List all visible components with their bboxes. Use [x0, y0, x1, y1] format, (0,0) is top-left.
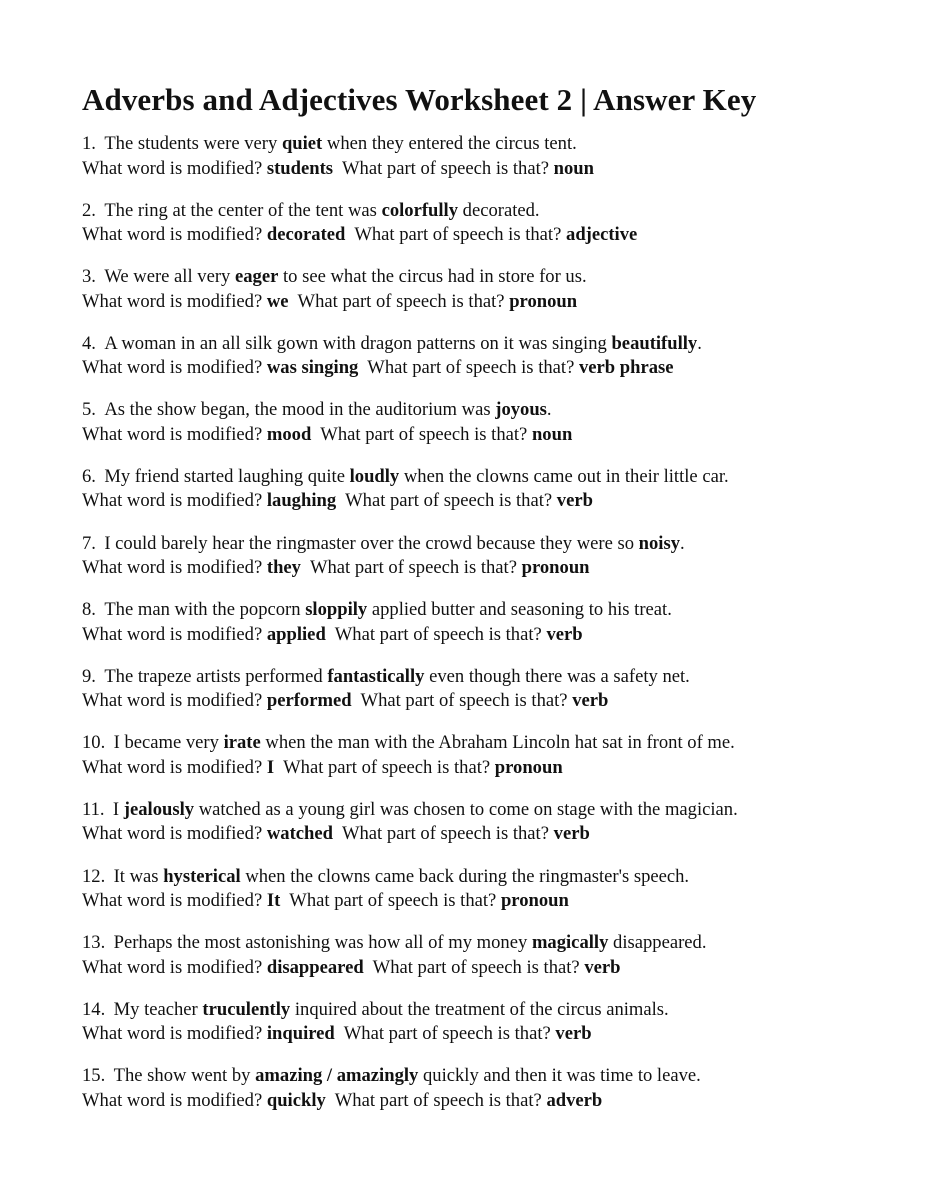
sentence-line [82, 265, 912, 290]
sentence-after: watched as a young girl was chosen to come on stage with the magician. [198, 798, 738, 820]
answer-item [82, 665, 912, 714]
sentence-after: when the man with the Abraham Lincoln hat sat in front of me. [265, 732, 735, 754]
item-number: 8. [82, 599, 96, 621]
modified-answer: inquired [266, 1023, 335, 1045]
answer-item [82, 731, 912, 780]
sentence-after: . [546, 399, 552, 421]
sentence-before: A woman in an all silk gown with dragon patterns on it was singing [104, 332, 607, 354]
sentence-line [82, 199, 912, 224]
sentence-after: to see what the circus had in store for us. [283, 266, 587, 288]
question-line [82, 157, 912, 182]
sentence-before: We were all very [104, 266, 231, 288]
sentence-before: My friend started laughing quite [104, 465, 345, 487]
sentence-before: The show went by [113, 1065, 251, 1087]
question-line [82, 489, 912, 514]
item-number: 6. [82, 465, 96, 487]
answer-item [82, 865, 912, 914]
modified-question: What word is modified? [82, 224, 263, 246]
target-word: noisy [638, 532, 681, 554]
answer-item [82, 332, 912, 381]
item-number: 12. [82, 865, 106, 887]
modified-answer: students [266, 157, 334, 179]
modified-question: What word is modified? [82, 557, 263, 579]
question-line [82, 689, 912, 714]
sentence-before: The trapeze artists performed [104, 665, 323, 687]
pos-answer: noun [531, 423, 573, 445]
question-line [82, 556, 912, 581]
modified-answer: quickly [266, 1089, 326, 1111]
item-number: 11. [82, 798, 105, 820]
pos-question: What part of speech is that? [345, 490, 553, 512]
modified-question: What word is modified? [82, 490, 263, 512]
sentence-after: applied butter and seasoning to his treat. [371, 599, 672, 621]
answer-list [82, 132, 912, 1113]
pos-answer: verb [556, 490, 593, 512]
pos-answer: verb phrase [578, 357, 674, 379]
question-line [82, 1022, 912, 1047]
modified-answer: mood [266, 423, 312, 445]
sentence-after: when the clowns came back during the ringmaster's speech. [245, 865, 690, 887]
sentence-line [82, 332, 912, 357]
question-line [82, 756, 912, 781]
item-number: 15. [82, 1065, 106, 1087]
modified-answer: applied [266, 623, 326, 645]
pos-question: What part of speech is that? [283, 756, 491, 778]
sentence-line [82, 731, 912, 756]
modified-question: What word is modified? [82, 890, 263, 912]
pos-answer: verb [555, 1023, 592, 1045]
sentence-after: inquired about the treatment of the circus animals. [294, 998, 669, 1020]
modified-answer: laughing [266, 490, 337, 512]
sentence-line [82, 998, 912, 1023]
target-word: fantastically [327, 665, 425, 687]
pos-question: What part of speech is that? [289, 890, 497, 912]
modified-answer: performed [266, 690, 352, 712]
pos-question: What part of speech is that? [367, 357, 575, 379]
target-word: loudly [349, 465, 400, 487]
pos-answer: verb [553, 823, 590, 845]
target-word: quiet [281, 133, 323, 154]
question-line [82, 889, 912, 914]
item-number: 1. [82, 133, 96, 154]
pos-answer: verb [546, 623, 583, 645]
question-line [82, 223, 912, 248]
sentence-after: quickly and then it was time to leave. [423, 1065, 701, 1087]
target-word: irate [223, 732, 261, 754]
sentence-after: when the clowns came out in their little car. [403, 465, 729, 487]
pos-answer: adjective [566, 224, 638, 246]
modified-answer: watched [266, 823, 333, 845]
modified-question: What word is modified? [82, 423, 263, 445]
target-word: amazing / amazingly [255, 1065, 419, 1087]
answer-item [82, 598, 912, 647]
question-line [82, 356, 912, 381]
sentence-after: disappeared. [613, 932, 707, 954]
pos-answer: pronoun [494, 756, 563, 778]
item-number: 3. [82, 266, 96, 288]
question-line [82, 956, 912, 981]
answer-item [82, 1064, 912, 1113]
pos-question: What part of speech is that? [341, 823, 549, 845]
modified-answer: I [266, 756, 275, 778]
sentence-line [82, 132, 912, 157]
modified-answer: decorated [266, 224, 346, 246]
target-word: beautifully [611, 332, 698, 354]
sentence-after: even though there was a safety net. [429, 665, 690, 687]
answer-item [82, 931, 912, 980]
sentence-before: It was [113, 865, 159, 887]
target-word: sloppily [305, 599, 368, 621]
sentence-before: As the show began, the mood in the auditorium was [104, 399, 491, 421]
question-line [82, 1089, 912, 1114]
pos-question: What part of speech is that? [341, 157, 550, 179]
sentence-before: The ring at the center of the tent was [104, 199, 377, 221]
modified-answer: It [266, 890, 281, 912]
answer-item [82, 398, 912, 447]
modified-question: What word is modified? [82, 756, 263, 778]
answer-item [82, 265, 912, 314]
pos-answer: verb [584, 956, 621, 978]
item-number: 5. [82, 399, 96, 421]
answer-item [82, 532, 912, 581]
sentence-before: My teacher [113, 998, 198, 1020]
target-word: hysterical [163, 865, 241, 887]
sentence-after: decorated. [462, 199, 540, 221]
target-word: eager [234, 266, 279, 288]
pos-answer: pronoun [509, 290, 578, 312]
target-word: jealously [123, 798, 195, 820]
pos-question: What part of speech is that? [354, 224, 562, 246]
sentence-line [82, 598, 912, 623]
worksheet-page [82, 80, 912, 1131]
target-word: truculently [202, 998, 291, 1020]
pos-question: What part of speech is that? [309, 557, 517, 579]
modified-question: What word is modified? [82, 290, 263, 312]
sentence-line [82, 931, 912, 956]
modified-answer: they [266, 557, 301, 579]
answer-item [82, 465, 912, 514]
pos-question: What part of speech is that? [320, 423, 528, 445]
question-line [82, 290, 912, 315]
target-word: colorfully [381, 199, 459, 221]
answer-item [82, 199, 912, 248]
pos-answer: noun [553, 157, 594, 179]
sentence-before: I became very [113, 732, 219, 754]
sentence-before: The students were very [104, 133, 278, 154]
sentence-line [82, 665, 912, 690]
sentence-before: Perhaps the most astonishing was how all of my money [113, 932, 528, 954]
modified-question: What word is modified? [82, 690, 263, 712]
modified-question: What word is modified? [82, 956, 263, 978]
item-number: 4. [82, 332, 96, 354]
answer-item [82, 998, 912, 1047]
sentence-line [82, 532, 912, 557]
sentence-line [82, 798, 912, 823]
modified-question: What word is modified? [82, 1023, 263, 1045]
pos-question: What part of speech is that? [334, 623, 542, 645]
item-number: 9. [82, 665, 96, 687]
sentence-line [82, 465, 912, 490]
answer-item [82, 132, 912, 181]
sentence-after: . [680, 532, 685, 554]
modified-question: What word is modified? [82, 823, 263, 845]
sentence-after: when they entered the circus tent. [326, 133, 577, 154]
pos-question: What part of speech is that? [360, 690, 568, 712]
pos-question: What part of speech is that? [372, 956, 580, 978]
item-number: 7. [82, 532, 96, 554]
pos-answer: pronoun [521, 557, 590, 579]
modified-answer: disappeared [266, 956, 364, 978]
sentence-before: The man with the popcorn [104, 599, 301, 621]
target-word: magically [531, 932, 609, 954]
sentence-line [82, 398, 912, 423]
item-number: 13. [82, 932, 106, 954]
pos-question: What part of speech is that? [297, 290, 505, 312]
pos-answer: adverb [546, 1089, 603, 1111]
pos-question: What part of speech is that? [334, 1089, 542, 1111]
modified-answer: was singing [266, 357, 359, 379]
question-line [82, 822, 912, 847]
question-line [82, 623, 912, 648]
page-title: Adverbs and Adjectives Worksheet 2 | Answer Key [82, 82, 757, 117]
modified-answer: we [266, 290, 289, 312]
pos-answer: pronoun [500, 890, 569, 912]
pos-question: What part of speech is that? [343, 1023, 551, 1045]
modified-question: What word is modified? [82, 357, 263, 379]
item-number: 2. [82, 199, 96, 221]
question-line [82, 423, 912, 448]
sentence-before: I could barely hear the ringmaster over the crowd because they were so [104, 532, 635, 554]
sentence-line [82, 1064, 912, 1089]
pos-answer: verb [572, 690, 609, 712]
modified-question: What word is modified? [82, 1089, 263, 1111]
target-word: joyous [495, 399, 547, 421]
sentence-line [82, 865, 912, 890]
item-number: 10. [82, 732, 106, 754]
sentence-before: I [112, 798, 120, 820]
modified-question: What word is modified? [82, 157, 263, 179]
sentence-after: . [697, 332, 702, 354]
modified-question: What word is modified? [82, 623, 263, 645]
item-number: 14. [82, 998, 106, 1020]
answer-item [82, 798, 912, 847]
